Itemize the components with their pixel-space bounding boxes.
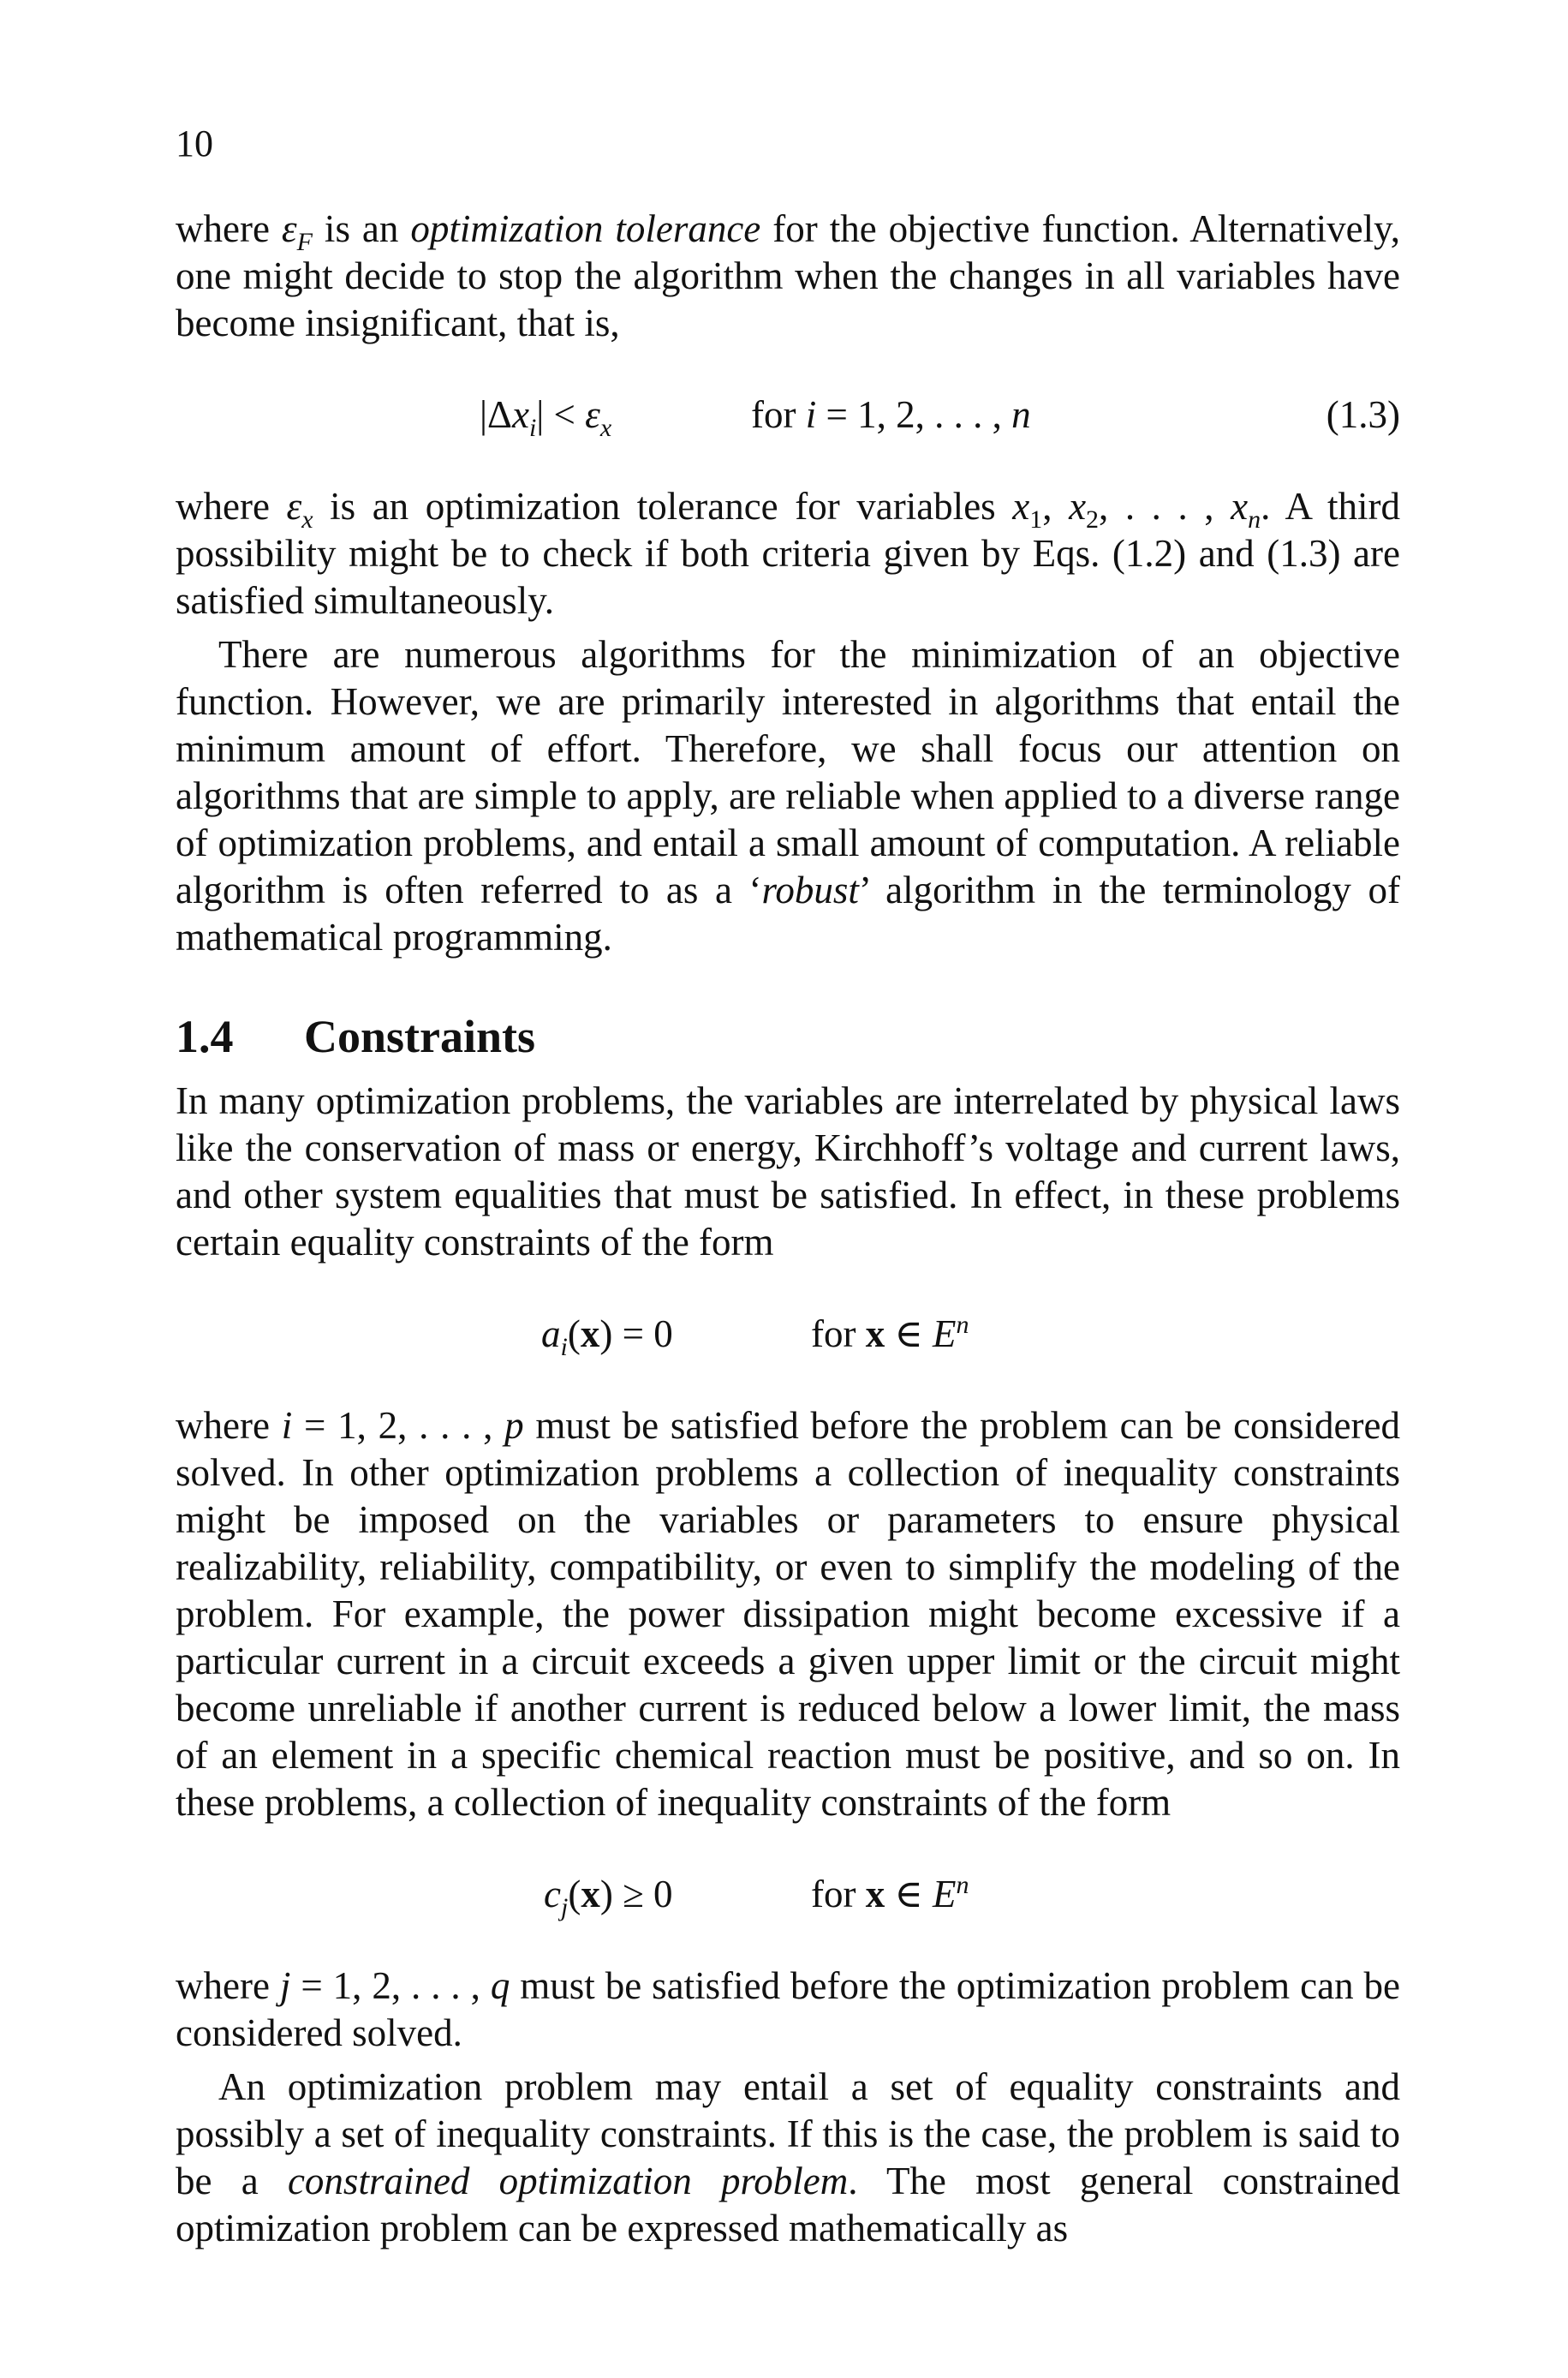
section-number: 1.4: [176, 1011, 234, 1062]
paragraph-inequality-constraints: where i = 1, 2, . . . , p must be satisfied before the problem can be considered solved. In other optimization problems a collection of inequality constraints might be imposed on the variables or parameters to ensure physical realizability, reliability, compatibility, or even to simplify the modeling of the problem. For example, the power dissipation might become excessive if a particular current in a circuit exceeds a given upper limit or the circuit might become unreliable if another current is reduced below a lower limit, the mass of an element in a specific chemical reaction must be positive, and so on. In these problems, a collection of inequality constraints of the form: [176, 1404, 1400, 1824]
equation-number: (1.3): [1326, 393, 1400, 436]
paragraph-algorithms: There are numerous algorithms for the minimization of an objective function. However, we are primarily interested in algorithms that entail the minimum amount of effort. Therefore, we shall focus our attention on algorithms that are simple to apply, are reliable when applied to a diverse range of optimization problems, and entail a small amount of computation. A reliable algorithm is often referred to as a ‘robust’ algorithm in the terminology of mathematical programming.: [176, 633, 1400, 959]
equation-equality-constraint: $a_i(x) = 0$ for x ∈ $E^n$: [541, 1311, 969, 1361]
section-heading: [176, 1011, 1400, 1062]
equation-1-3-condition: for i = 1, 2, . . . , n: [751, 393, 1031, 436]
equation-1-3-lhs: $|\Delta x_i| < \varepsilon_x$: [480, 393, 612, 442]
paragraph-stopping-criterion: where $\varepsilon_F$ is an optimization tolerance for the objective function. Alternatively, one might decide to stop the algorithm when the changes in all variables have become insignificant, that is,: [176, 207, 1400, 344]
paragraph-equality-constraints: In many optimization problems, the variables are interrelated by physical laws like the conservation of mass or energy, Kirchhoff’s voltage and current laws, and other system equalities that must be satisfied. In effect, in these problems certain equality constraints of the form: [176, 1079, 1400, 1264]
term-optimization-tolerance: optimization tolerance: [410, 207, 761, 250]
equation-inequality-constraint: $c_j(x) \ge 0$ for x ∈ $E^n$: [544, 1871, 969, 1921]
page-number: 10: [176, 122, 213, 164]
paragraph-variable-tolerance: where $\varepsilon_x$ is an optimization tolerance for variables $x_1$, $x_2$, . . . , $x_n$. A third possibility might be to check if both criteria given by Eqs. (1.2) and (1.3) are satisfied simultaneously.: [176, 485, 1401, 622]
page-body: [176, 206, 1400, 2252]
term-robust: robust: [761, 869, 859, 911]
equation-1-3: [176, 391, 1400, 442]
section-title: Constraints: [304, 1011, 536, 1062]
paragraph-constrained-problem: An optimization problem may entail a set of equality constraints and possibly a set of inequality constraints. If this is the case, the problem is said to be a constrained optimization problem. The most general constrained optimization problem can be expressed mathematically as: [176, 2065, 1400, 2250]
term-constrained-optimization-problem: constrained optimization problem: [287, 2160, 849, 2202]
paragraph-inequality-index: where j = 1, 2, . . . , q must be satisfied before the optimization problem can be considered solved.: [176, 1964, 1400, 2054]
